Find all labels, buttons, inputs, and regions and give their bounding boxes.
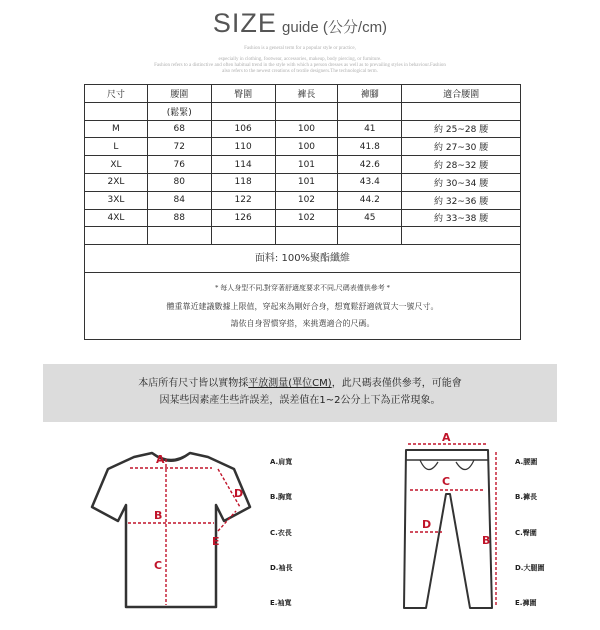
pants-legend-e: E.褲圍 (515, 599, 537, 607)
pants-marker-b: B (482, 534, 491, 547)
notice-line1-pre: 本店所有尺寸皆以實物採 (138, 378, 249, 389)
shirt-marker-a: A (156, 453, 165, 466)
header-hip: 臀圍 (211, 85, 275, 103)
header-waist: 腰圍 (147, 85, 211, 103)
shirt-marker-b: B (154, 509, 163, 522)
size-table (84, 84, 521, 340)
header-fit-waist: 適合腰圍 (402, 85, 521, 103)
pants-legend-a: A.腰圍 (515, 458, 538, 466)
table-notes (85, 245, 521, 340)
pants-diagram (398, 432, 508, 622)
shirt-legend-b: B.胸寬 (270, 493, 292, 501)
notice-line1-post: ，此尺碼表僅供參考，可能會 (331, 378, 462, 389)
table-row-empty (85, 227, 521, 245)
table-row: 2XL 80 118 101 43.4 約 30~34 腰 (85, 173, 521, 191)
table-row: 4XL 88 126 102 45 約 33~38 腰 (85, 209, 521, 227)
shirt-legend-e: E.袖寬 (270, 599, 292, 607)
shirt-outline (92, 453, 250, 607)
header-length: 褲長 (275, 85, 338, 103)
pants-legend-d: D.大腿圍 (515, 564, 545, 572)
header-hem: 褲腳 (338, 85, 402, 103)
title-size: SIZE (212, 8, 277, 38)
table-row: 3XL 84 122 102 44.2 約 32~36 腰 (85, 191, 521, 209)
subheader-elastic: (鬆緊) (147, 102, 211, 120)
notice-line1-underlined: 平放測量(單位CM) (248, 378, 332, 389)
pants-marker-a: A (442, 432, 451, 444)
pants-outline (404, 450, 492, 608)
fine-print-1: Fashion is a general term for a popular style or practice, (244, 46, 356, 51)
pants-legend-b: B.褲長 (515, 493, 537, 501)
pants-legend-c: C.臀圍 (515, 529, 537, 537)
fine-print-2: especially in clothing, footwear, accessories, makeup, body piercing, or furniture. (218, 57, 382, 62)
fabric-info: 面料: 100%聚酯纖維 (84, 249, 521, 273)
page-title (0, 8, 600, 39)
title-unit: guide (公分/cm) (282, 19, 388, 36)
table-row: L 72 110 100 41.8 約 27~30 腰 (85, 138, 521, 156)
table-row: M 68 106 100 41 約 25~28 腰 (85, 120, 521, 138)
table-notes-row (85, 245, 521, 340)
header-size: 尺寸 (85, 85, 148, 103)
pants-marker-c: C (442, 475, 451, 488)
shirt-marker-e: E (212, 535, 220, 548)
shirt-legend-a: A.肩寬 (270, 458, 293, 466)
fine-print-4: also refers to the newest creations of textile designers.The technological term. (222, 69, 378, 74)
note-weight: 體重靠近建議數據上限值，穿起來為剛好合身，想寬鬆舒適就買大一號尺寸。 (166, 302, 439, 312)
measurement-notice (43, 364, 557, 422)
pants-marker-d: D (422, 518, 432, 531)
note-disclaimer: * 每人身型不同,對穿著舒適度要求不同,尺碼表僅供參考 * (215, 284, 390, 293)
fine-print-3: Fashion refers to a distinctive and often habitual trend in the style with which a person dresses as well as to prevailing styles in behaviour.Fashion (154, 63, 446, 68)
table-row: XL 76 114 101 42.6 約 28~32 腰 (85, 156, 521, 174)
shirt-marker-d: D (234, 487, 244, 500)
notice-line2: 因某些因素產生些許誤差，誤差值在1~2公分上下為正常現象。 (159, 395, 441, 406)
table-subheader-row (85, 102, 521, 120)
shirt-marker-c: C (154, 559, 163, 572)
note-choose: 請依自身習慣穿搭，來挑選適合的尺碼。 (230, 319, 375, 329)
shirt-diagram (90, 445, 260, 620)
shirt-legend-d: D.袖長 (270, 564, 293, 572)
shirt-legend-c: C.衣長 (270, 529, 292, 537)
table-header-row (85, 85, 521, 103)
